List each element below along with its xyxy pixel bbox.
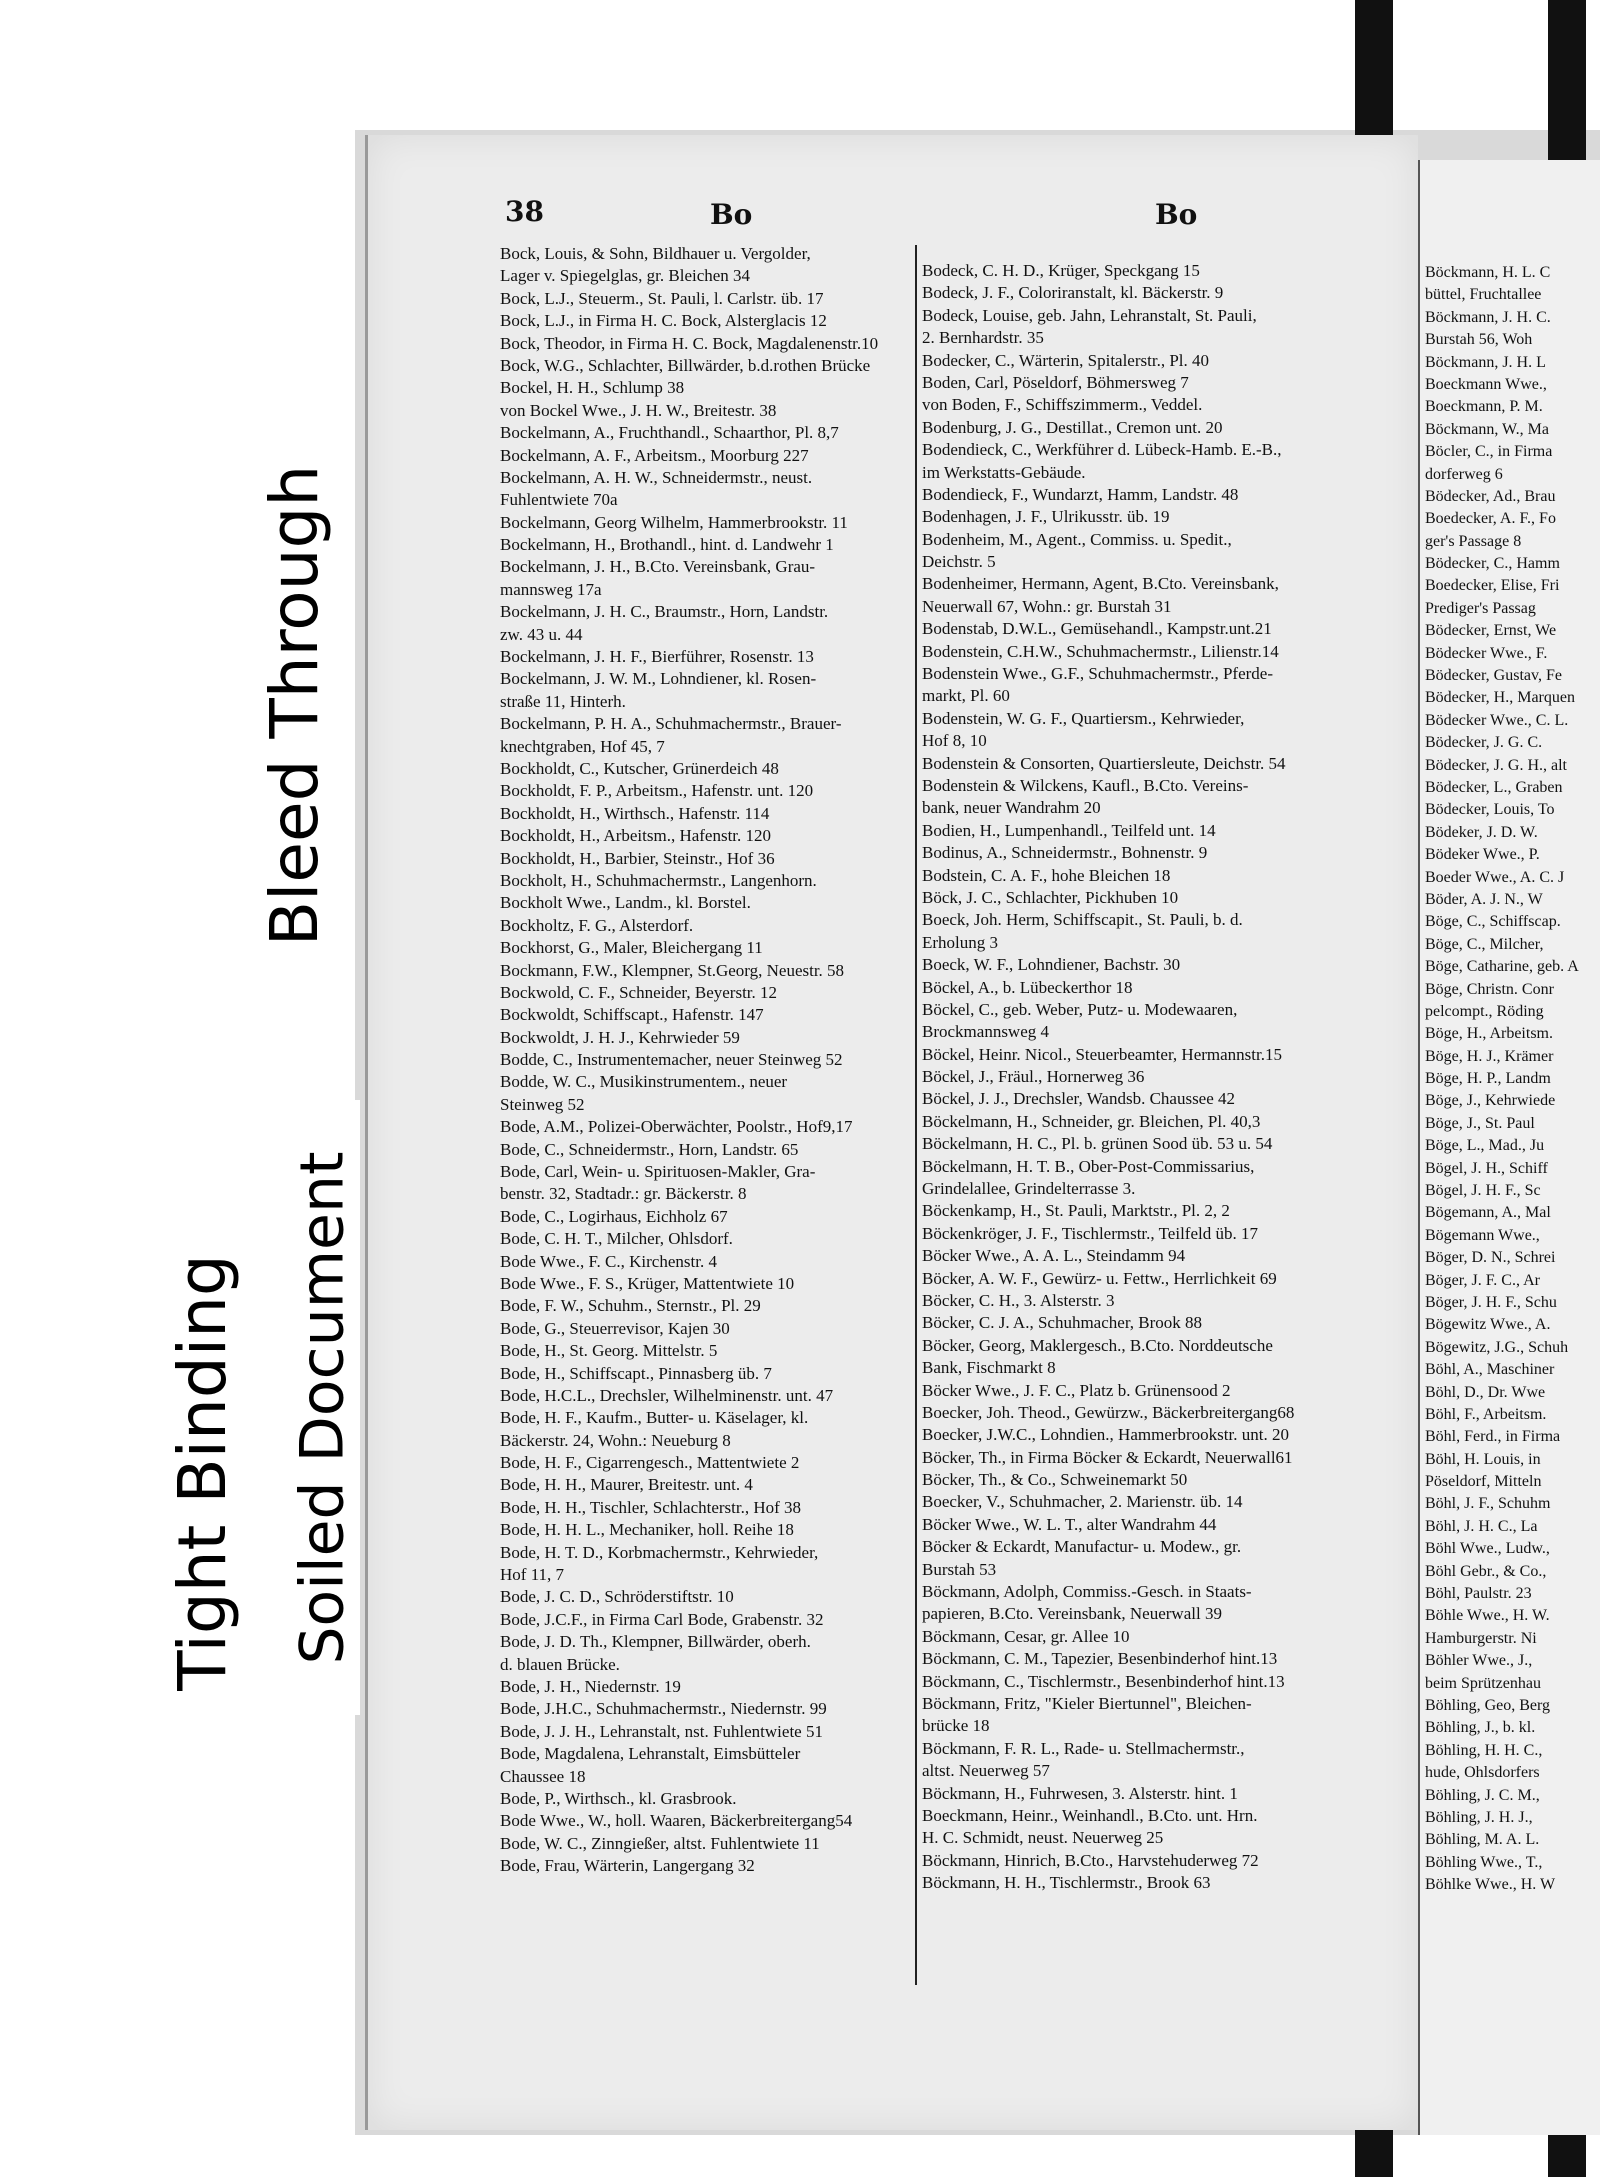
- directory-entry-line: Bockwold, C. F., Schneider, Beyerstr. 12: [500, 982, 778, 1002]
- directory-entry-line: Boecker, V., Schuhmacher, 2. Marienstr. üb. 14: [922, 1492, 1243, 1512]
- directory-entry-line: Bodeck, J. F., Coloriranstalt, kl. Bäckerstr. 9: [922, 283, 1224, 303]
- directory-entry-line: Steinweg 52: [500, 1094, 585, 1114]
- directory-entry-line: Bodendieck, C., Werkführer d. Lübeck-Hamb. E.-B.,: [922, 440, 1282, 460]
- directory-entry-line: Neuerwall 67, Wohn.: gr. Burstah 31: [922, 596, 1172, 616]
- directory-entry-line: Bockelmann, J. H., B.Cto. Vereinsbank, Grau-: [500, 557, 816, 577]
- directory-entry-line: Bödecker, C., Hamm: [1425, 555, 1560, 573]
- directory-entry-line: Bödecker, J. G. H., alt: [1425, 756, 1567, 774]
- directory-entry-line: Bode, Magdalena, Lehranstalt, Eimsbütteler: [500, 1744, 801, 1764]
- directory-entry-line: Boedecker, Elise, Fri: [1425, 577, 1560, 595]
- directory-entry-line: Böge, C., Schiffscap.: [1425, 913, 1561, 931]
- directory-entry-line: Bode Wwe., F. S., Krüger, Mattentwiete 10: [500, 1273, 795, 1293]
- directory-entry-line: Bockhorst, G., Maler, Bleichergang 11: [500, 938, 763, 958]
- directory-entry-line: Böcker, A. W. F., Gewürz- u. Fettw., Herrlichkeit 69: [922, 1268, 1277, 1288]
- directory-entry-line: Bögewitz, J.G., Schuh: [1425, 1338, 1569, 1356]
- directory-entry-line: Boeckmann Wwe.,: [1425, 375, 1547, 393]
- directory-entry-line: Böckelmann, H., Schneider, gr. Bleichen, Pl. 40,3: [922, 1111, 1261, 1131]
- directory-entry-line: Bockholt Wwe., Landm., kl. Borstel.: [500, 893, 751, 913]
- directory-entry-line: brücke 18: [922, 1716, 990, 1736]
- directory-entry-line: Bodenstein & Wilckens, Kaufl., B.Cto. Vereins-: [922, 775, 1249, 795]
- directory-entry-line: Bode, W. C., Zinngießer, altst. Fuhlentwiete 11: [500, 1833, 820, 1853]
- directory-entry-line: markt, Pl. 60: [922, 686, 1010, 706]
- directory-entry-line: Hof 11, 7: [500, 1565, 565, 1585]
- directory-entry-line: Bode, H. T. D., Korbmachermstr., Kehrwieder,: [500, 1542, 819, 1562]
- directory-entry-line: Bockholtz, F. G., Alsterdorf.: [500, 915, 694, 935]
- directory-entry-line: Bockholdt, H., Barbier, Steinstr., Hof 36: [500, 848, 775, 868]
- directory-entry-line: Bode, C., Schneidermstr., Horn, Landstr. 65: [500, 1139, 799, 1159]
- directory-entry-line: Böhl, J. H. C., La: [1425, 1517, 1538, 1535]
- directory-entry-line: Bockelmann, A. H. W., Schneidermstr., neust.: [500, 467, 813, 487]
- directory-entry-line: Böckmann, Fritz, "Kieler Biertunnel", Bleichen-: [922, 1694, 1252, 1713]
- directory-entry-line: Bodstein, C. A. F., hohe Bleichen 18: [922, 865, 1171, 885]
- directory-entry-line: Bodenheimer, Hermann, Agent, B.Cto. Vereinsbank,: [922, 574, 1279, 594]
- directory-entry-line: Bode, H. H. L., Mechaniker, holl. Reihe 18: [500, 1520, 794, 1540]
- tag-soiled-document-label: Soiled Document: [287, 1150, 358, 1665]
- directory-entry-line: Bögel, J. H., Schiff: [1425, 1159, 1548, 1177]
- directory-entry-line: Hof 8, 10: [922, 731, 987, 751]
- directory-entry-line: Bode, H., St. Georg. Mittelstr. 5: [500, 1341, 718, 1361]
- directory-entry-line: Bode Wwe., F. C., Kirchenstr. 4: [500, 1251, 717, 1271]
- directory-entry-line: Böckmann, H., Fuhrwesen, 3. Alsterstr. hint. 1: [922, 1783, 1238, 1803]
- directory-entry-line: Böckmann, W., Ma: [1425, 420, 1549, 438]
- directory-entry-line: Böcker, C. H., 3. Alsterstr. 3: [922, 1290, 1115, 1310]
- directory-entry-line: Brockmannsweg 4: [922, 1022, 1050, 1042]
- directory-entry-line: Bode, J. H., Niedernstr. 19: [500, 1677, 681, 1696]
- next-page-column: [1425, 262, 1579, 1897]
- directory-entry-line: Böcker, Th., in Firma Böcker & Eckardt, Neuerwall61: [922, 1447, 1293, 1467]
- directory-entry-line: Bode, H. F., Kaufm., Butter- u. Käselager, kl.: [500, 1408, 809, 1428]
- directory-entry-line: Bockholdt, F. P., Arbeitsm., Hafenstr. unt. 120: [500, 781, 814, 801]
- directory-entry-line: Boeck, W. F., Lohndiener, Bachstr. 30: [922, 955, 1181, 975]
- directory-entry-line: Bode, F. W., Schuhm., Sternstr., Pl. 29: [500, 1296, 761, 1316]
- directory-entry-line: H. C. Schmidt, neust. Neuerweg 25: [922, 1828, 1164, 1848]
- directory-entry-line: Böckmann, Adolph, Commiss.-Gesch. in Staats-: [922, 1582, 1252, 1602]
- directory-entry-line: Deichstr. 5: [922, 552, 996, 572]
- directory-entry-line: Bockelmann, P. H. A., Schuhmachermstr., Brauer-: [500, 714, 842, 734]
- directory-entry-line: Bodinus, A., Schneidermstr., Bohnenstr. 9: [922, 843, 1208, 863]
- directory-entry-line: Böhl Gebr., & Co.,: [1425, 1562, 1547, 1580]
- directory-entry-line: Böhling, J. H. J.,: [1425, 1808, 1533, 1826]
- directory-entry-line: Bögemann, A., Mal: [1425, 1204, 1551, 1222]
- directory-entry-line: Bock, L.J., Steuerm., St. Pauli, l. Carlstr. üb. 17: [500, 288, 824, 308]
- directory-entry-line: Bödecker, J. G. C.: [1425, 734, 1543, 752]
- directory-entry-line: 2. Bernhardstr. 35: [922, 328, 1044, 348]
- directory-entry-line: Böhl, D., Dr. Wwe: [1425, 1383, 1546, 1401]
- directory-entry-line: Böge, L., Mad., Ju: [1425, 1137, 1545, 1155]
- directory-entry-line: Bödecker Wwe., F.: [1425, 644, 1548, 662]
- directory-entry-line: knechtgraben, Hof 45, 7: [500, 736, 665, 756]
- directory-entry-line: hude, Ohlsdorfers: [1425, 1764, 1540, 1782]
- directory-entry-line: Böger, J. F. C., Ar: [1425, 1271, 1540, 1289]
- directory-entry-line: Böckmann, H. L. C: [1425, 264, 1551, 281]
- directory-entry-line: Bock, Louis, & Sohn, Bildhauer u. Vergolder,: [500, 244, 811, 263]
- directory-entry-line: Boecker, Joh. Theod., Gewürzw., Bäckerbreitergang68: [922, 1402, 1295, 1422]
- directory-entry-line: Böhl, J. F., Schuhm: [1425, 1495, 1551, 1513]
- directory-entry-line: beim Sprützenhau: [1425, 1674, 1541, 1692]
- header-right: Bo: [1155, 198, 1198, 231]
- directory-entry-line: im Werkstatts-Gebäude.: [922, 462, 1086, 482]
- directory-entry-line: Böge, H. P., Landm: [1425, 1070, 1551, 1088]
- directory-entry-line: Bockelmann, A. F., Arbeitsm., Moorburg 227: [500, 445, 809, 465]
- directory-entry-line: Bödecker Wwe., C. L.: [1425, 711, 1569, 729]
- directory-entry-line: Boeckmann, Heinr., Weinhandl., B.Cto. unt. Hrn.: [922, 1805, 1258, 1825]
- directory-entry-line: Böcker, C. J. A., Schuhmacher, Brook 88: [922, 1313, 1203, 1333]
- directory-entry-line: Fuhlentwiete 70a: [500, 490, 618, 510]
- directory-entry-line: Bode, J.C.F., in Firma Carl Bode, Grabenstr. 32: [500, 1609, 824, 1629]
- directory-entry-line: Bodeck, Louise, geb. Jahn, Lehranstalt, St. Pauli,: [922, 305, 1257, 325]
- directory-entry-line: Bödecker, Gustav, Fe: [1425, 667, 1562, 685]
- tag-tight-binding: [160, 1175, 245, 1770]
- directory-entry-line: Bode, H. H., Tischler, Schlachterstr., Hof 38: [500, 1497, 802, 1517]
- directory-entry-line: von Boden, F., Schiffszimmerm., Veddel.: [922, 395, 1203, 415]
- directory-entry-line: papieren, B.Cto. Vereinsbank, Neuerwall 39: [922, 1604, 1222, 1624]
- directory-entry-line: Böckelmann, H. C., Pl. b. grünen Sood üb. 53 u. 54: [922, 1134, 1273, 1154]
- directory-entry-line: Bode, Carl, Wein- u. Spirituosen-Makler, Gra-: [500, 1162, 816, 1182]
- directory-entry-line: Böckel, J., Fräul., Hornerweg 36: [922, 1067, 1145, 1087]
- right-column: [922, 260, 1294, 1895]
- directory-entry-line: Bode, P., Wirthsch., kl. Grasbrook.: [500, 1788, 737, 1808]
- directory-entry-line: Chaussee 18: [500, 1766, 586, 1786]
- directory-entry-line: Bockelmann, A., Fruchthandl., Schaarthor, Pl. 8,7: [500, 423, 839, 443]
- directory-entry-line: Böckmann, J. H. L: [1425, 353, 1546, 371]
- directory-entry-line: Bockwoldt, J. H. J., Kehrwieder 59: [500, 1027, 740, 1047]
- tag-soiled-document: [285, 1100, 360, 1715]
- directory-entry-line: Böhling, Geo, Berg: [1425, 1697, 1551, 1714]
- directory-entry-line: Bockmann, F.W., Klempner, St.Georg, Neuestr. 58: [500, 960, 845, 980]
- tag-tight-binding-label: Tight Binding: [164, 1254, 242, 1691]
- directory-entry-line: d. blauen Brücke.: [500, 1654, 620, 1674]
- directory-entry-line: Böger, J. H. F., Schu: [1425, 1293, 1557, 1311]
- directory-entry-line: Böcker Wwe., J. F. C., Platz b. Grünensood 2: [922, 1380, 1231, 1400]
- directory-entry-line: benstr. 32, Stadtadr.: gr. Bäckerstr. 8: [500, 1184, 747, 1204]
- directory-entry-line: Bäckerstr. 24, Wohn.: Neueburg 8: [500, 1430, 731, 1450]
- directory-entry-line: Bode, Frau, Wärterin, Langergang 32: [500, 1856, 755, 1876]
- directory-entry-line: büttel, Fruchtallee: [1425, 286, 1542, 304]
- directory-entry-line: Bodenstein, C.H.W., Schuhmachermstr., Lilienstr.14: [922, 641, 1279, 661]
- directory-entry-line: Böcker Wwe., W. L. T., alter Wandrahm 44: [922, 1514, 1217, 1534]
- directory-entry-line: Bodenstein, W. G. F., Quartiersm., Kehrwieder,: [922, 708, 1245, 728]
- directory-entry-line: Boeckmann, P. M.: [1425, 398, 1543, 416]
- directory-entry-line: Bockholdt, C., Kutscher, Grünerdeich 48: [500, 758, 779, 778]
- directory-entry-line: Bodenstein & Consorten, Quartiersleute, Deichstr. 54: [922, 753, 1286, 773]
- directory-entry-line: Böckmann, Hinrich, B.Cto., Harvstehuderweg 72: [922, 1850, 1259, 1870]
- directory-entry-line: Boedecker, A. F., Fo: [1425, 510, 1556, 528]
- directory-entry-line: Bödecker, Ernst, We: [1425, 622, 1557, 640]
- directory-entry-line: Böckmann, F. R. L., Rade- u. Stellmachermstr.,: [922, 1738, 1245, 1758]
- directory-entry-line: Böge, J., St. Paul: [1425, 1114, 1535, 1132]
- directory-entry-line: ger's Passage 8: [1425, 532, 1522, 550]
- directory-entry-line: Grindelallee, Grindelterrasse 3.: [922, 1179, 1136, 1199]
- directory-entry-line: Prediger's Passag: [1425, 599, 1536, 617]
- directory-entry-line: Bockholdt, H., Wirthsch., Hafenstr. 114: [500, 803, 770, 823]
- directory-entry-line: Böcker Wwe., A. A. L., Steindamm 94: [922, 1246, 1186, 1266]
- directory-entry-line: Bödecker, Ad., Brau: [1425, 487, 1556, 505]
- directory-entry-line: Böckmann, C. M., Tapezier, Besenbinderhof hint.13: [922, 1649, 1278, 1669]
- directory-entry-line: Bockelmann, Georg Wilhelm, Hammerbrookstr. 11: [500, 512, 848, 532]
- directory-entry-line: Pöseldorf, Mitteln: [1425, 1473, 1542, 1491]
- directory-entry-line: Böckmann, J. H. C.: [1425, 308, 1551, 326]
- directory-entry-line: Böhling Wwe., T.,: [1425, 1853, 1543, 1871]
- directory-entry-line: Böckel, A., b. Lübeckerthor 18: [922, 977, 1133, 997]
- directory-entry-line: Boeck, Joh. Herm, Schiffscapit., St. Pauli, b. d.: [922, 910, 1243, 930]
- directory-entry-line: bank, neuer Wandrahm 20: [922, 798, 1101, 818]
- directory-entry-line: Bödecker, H., Marquen: [1425, 689, 1575, 707]
- directory-entry-line: Bockholdt, H., Arbeitsm., Hafenstr. 120: [500, 826, 772, 846]
- directory-entry-line: Bode, C., Logirhaus, Eichholz 67: [500, 1206, 728, 1226]
- directory-entry-line: Bank, Fischmarkt 8: [922, 1358, 1056, 1378]
- directory-entry-line: Bödeker, J. D. W.: [1425, 823, 1538, 841]
- directory-entry-line: zw. 43 u. 44: [500, 624, 583, 644]
- directory-entry-line: Böhling, J. C. M.,: [1425, 1786, 1540, 1804]
- directory-entry-line: altst. Neuerweg 57: [922, 1761, 1050, 1781]
- directory-entry-line: Böhling, H. H. C.,: [1425, 1741, 1543, 1759]
- directory-entry-line: Bodenstab, D.W.L., Gemüsehandl., Kampstr.unt.21: [922, 619, 1272, 639]
- directory-entry-line: Bockholt, H., Schuhmachermstr., Langenhorn.: [500, 870, 817, 890]
- directory-entry-line: Böhling, J., b. kl.: [1425, 1719, 1536, 1737]
- tag-bleed-through-label: Bleed Through: [256, 464, 334, 946]
- directory-entry-line: Böckel, Heinr. Nicol., Steuerbeamter, Hermannstr.15: [922, 1044, 1282, 1064]
- directory-entry-line: Bockwoldt, Schiffscapt., Hafenstr. 147: [500, 1005, 764, 1025]
- directory-entry-line: Burstah 56, Woh: [1425, 331, 1533, 349]
- directory-entry-line: Bögewitz Wwe., A.: [1425, 1316, 1551, 1334]
- directory-entry-line: Bode, J.H.C., Schuhmachermstr., Niedernstr. 99: [500, 1699, 827, 1719]
- directory-entry-line: Bockelmann, J. W. M., Lohndiener, kl. Rosen-: [500, 669, 817, 689]
- directory-entry-line: Böckenkamp, H., St. Pauli, Marktstr., Pl. 2, 2: [922, 1201, 1230, 1221]
- tag-bleed-through: [240, 410, 350, 1000]
- directory-entry-line: dorferweg 6: [1425, 465, 1503, 483]
- directory-entry-line: Boecker, J.W.C., Lohndien., Hammerbrookstr. unt. 20: [922, 1425, 1289, 1445]
- directory-entry-line: Böckel, C., geb. Weber, Putz- u. Modewaaren,: [922, 999, 1238, 1019]
- directory-entry-line: Böcker, Georg, Maklergesch., B.Cto. Norddeutsche: [922, 1335, 1273, 1355]
- directory-entry-line: Bodenheim, M., Agent., Commiss. u. Spedit.,: [922, 529, 1232, 549]
- directory-entry-line: Bögemann Wwe.,: [1425, 1226, 1540, 1244]
- directory-entry-line: Bockelmann, J. H. C., Braumstr., Horn, Landstr.: [500, 602, 829, 622]
- directory-entry-line: Böhl, Ferd., in Firma: [1425, 1428, 1561, 1446]
- directory-entry-line: Bödeker Wwe., P.: [1425, 846, 1540, 864]
- directory-entry-line: Bögel, J. H. F., Sc: [1425, 1182, 1541, 1200]
- directory-entry-line: Böge, H. J., Krämer: [1425, 1047, 1554, 1065]
- directory-entry-line: Böhler Wwe., J.,: [1425, 1652, 1533, 1670]
- directory-entry-line: Bockel, H. H., Schlump 38: [500, 378, 685, 398]
- directory-entry-line: Böckenkröger, J. F., Tischlermstr., Teilfeld üb. 17: [922, 1223, 1258, 1243]
- directory-entry-line: Lager v. Spiegelglas, gr. Bleichen 34: [500, 266, 751, 286]
- directory-entry-line: Böckelmann, H. T. B., Ober-Post-Commissarius,: [922, 1156, 1255, 1176]
- directory-entry-line: Bodde, C., Instrumentemacher, neuer Steinweg 52: [500, 1050, 843, 1070]
- directory-entry-line: Bockelmann, H., Brothandl., hint. d. Landwehr 1: [500, 535, 834, 555]
- directory-entry-line: Böcler, C., in Firma: [1425, 443, 1553, 461]
- directory-entry-line: Bodde, W. C., Musikinstrumentem., neuer: [500, 1072, 788, 1092]
- directory-entry-line: Erholung 3: [922, 932, 999, 952]
- directory-entry-line: Bode, H.C.L., Drechsler, Wilhelminenstr. unt. 47: [500, 1385, 834, 1405]
- directory-entry-line: Bodenburg, J. G., Destillat., Cremon unt. 20: [922, 417, 1223, 437]
- directory-entry-line: Bock, W.G., Schlachter, Billwärder, b.d.rothen Brücke: [500, 355, 871, 375]
- left-column: [500, 243, 878, 1878]
- directory-entry-line: Böhle Wwe., H. W.: [1425, 1607, 1550, 1625]
- header-left: Bo: [710, 198, 753, 231]
- directory-entry-line: Böckmann, H. H., Tischlermstr., Brook 63: [922, 1873, 1211, 1893]
- directory-entry-line: Bodien, H., Lumpenhandl., Teilfeld unt. 14: [922, 820, 1216, 840]
- directory-entry-line: mannsweg 17a: [500, 579, 602, 599]
- directory-entry-line: straße 11, Hinterh.: [500, 691, 626, 711]
- directory-entry-line: Bock, L.J., in Firma H. C. Bock, Alsterglacis 12: [500, 311, 827, 331]
- directory-entry-line: Böhling, M. A. L.: [1425, 1831, 1540, 1849]
- directory-entry-line: Böck, J. C., Schlachter, Pickhuben 10: [922, 887, 1179, 907]
- directory-entry-line: Böckmann, Cesar, gr. Allee 10: [922, 1626, 1130, 1646]
- column-divider: [915, 245, 917, 1985]
- directory-entry-line: Bode, J. J. H., Lehranstalt, nst. Fuhlentwiete 51: [500, 1721, 823, 1741]
- directory-entry-line: Böckmann, C., Tischlermstr., Besenbinderhof hint.13: [922, 1671, 1285, 1691]
- directory-entry-line: Bode, A.M., Polizei-Oberwächter, Poolstr., Hof9,17: [500, 1117, 853, 1137]
- directory-entry-line: Bodeck, C. H. D., Krüger, Speckgang 15: [922, 261, 1200, 280]
- directory-entry-line: Böhl, F., Arbeitsm.: [1425, 1405, 1547, 1423]
- directory-entry-line: von Bockel Wwe., J. H. W., Breitestr. 38: [500, 400, 777, 420]
- directory-entry-line: Böhl, Paulstr. 23: [1425, 1585, 1532, 1603]
- directory-entry-line: Böcker, Th., & Co., Schweinemarkt 50: [922, 1470, 1188, 1490]
- directory-entry-line: Burstah 53: [922, 1559, 997, 1579]
- directory-entry-line: Boeder Wwe., A. C. J: [1425, 868, 1565, 886]
- directory-entry-line: Böge, J., Kehrwiede: [1425, 1092, 1556, 1110]
- directory-entry-line: Bode, J. D. Th., Klempner, Billwärder, oberh.: [500, 1632, 811, 1652]
- directory-entry-line: Böhl, H. Louis, in: [1425, 1450, 1541, 1468]
- directory-entry-line: Böckel, J. J., Drechsler, Wandsb. Chaussee 42: [922, 1089, 1236, 1109]
- directory-entry-line: Bode, J. C. D., Schröderstiftstr. 10: [500, 1587, 734, 1607]
- directory-entry-line: Bödecker, Louis, To: [1425, 801, 1555, 819]
- directory-entry-line: Hamburgerstr. Ni: [1425, 1629, 1537, 1647]
- directory-entry-line: Böge, Christn. Conr: [1425, 980, 1554, 998]
- directory-entry-line: Böhl Wwe., Ludw.,: [1425, 1540, 1550, 1558]
- directory-entry-line: Boden, Carl, Pöseldorf, Böhmersweg 7: [922, 372, 1189, 392]
- directory-entry-line: Böcker & Eckardt, Manufactur- u. Modew., gr.: [922, 1537, 1242, 1557]
- directory-entry-line: Böge, Catharine, geb. A: [1425, 958, 1579, 976]
- directory-entry-line: Bockelmann, J. H. F., Bierführer, Rosenstr. 13: [500, 647, 814, 667]
- directory-entry-line: Böhl, A., Maschiner: [1425, 1361, 1555, 1379]
- directory-entry-line: pelcompt., Röding: [1425, 1002, 1544, 1020]
- directory-entry-line: Bode, H. H., Maurer, Breitestr. unt. 4: [500, 1475, 753, 1495]
- directory-entry-line: Böder, A. J. N., W: [1425, 890, 1543, 908]
- directory-entry-line: Bodendieck, F., Wundarzt, Hamm, Landstr. 48: [922, 484, 1239, 504]
- directory-entry-line: Bode, C. H. T., Milcher, Ohlsdorf.: [500, 1229, 733, 1249]
- directory-entry-line: Bode Wwe., W., holl. Waaren, Bäckerbreitergang54: [500, 1811, 853, 1831]
- directory-entry-line: Bode, H. F., Cigarrengesch., Mattentwiete 2: [500, 1453, 800, 1473]
- directory-entry-line: Bodenhagen, J. F., Ulrikusstr. üb. 19: [922, 507, 1170, 527]
- directory-entry-line: Böge, C., Milcher,: [1425, 935, 1544, 953]
- directory-entry-line: Bödecker, L., Graben: [1425, 778, 1563, 796]
- directory-entry-line: Böger, D. N., Schrei: [1425, 1249, 1556, 1267]
- directory-entry-line: Böhlke Wwe., H. W: [1425, 1876, 1556, 1894]
- directory-entry-line: Böge, H., Arbeitsm.: [1425, 1025, 1553, 1043]
- directory-entry-line: Bodecker, C., Wärterin, Spitalerstr., Pl. 40: [922, 350, 1210, 370]
- directory-entry-line: Bode, G., Steuerrevisor, Kajen 30: [500, 1318, 730, 1338]
- directory-entry-line: Bock, Theodor, in Firma H. C. Bock, Magdalenenstr.10: [500, 333, 879, 353]
- directory-entry-line: Bode, H., Schiffscapt., Pinnasberg üb. 7: [500, 1363, 772, 1383]
- page-number: 38: [505, 195, 544, 228]
- directory-entry-line: Bodenstein Wwe., G.F., Schuhmachermstr., Pferde-: [922, 664, 1274, 684]
